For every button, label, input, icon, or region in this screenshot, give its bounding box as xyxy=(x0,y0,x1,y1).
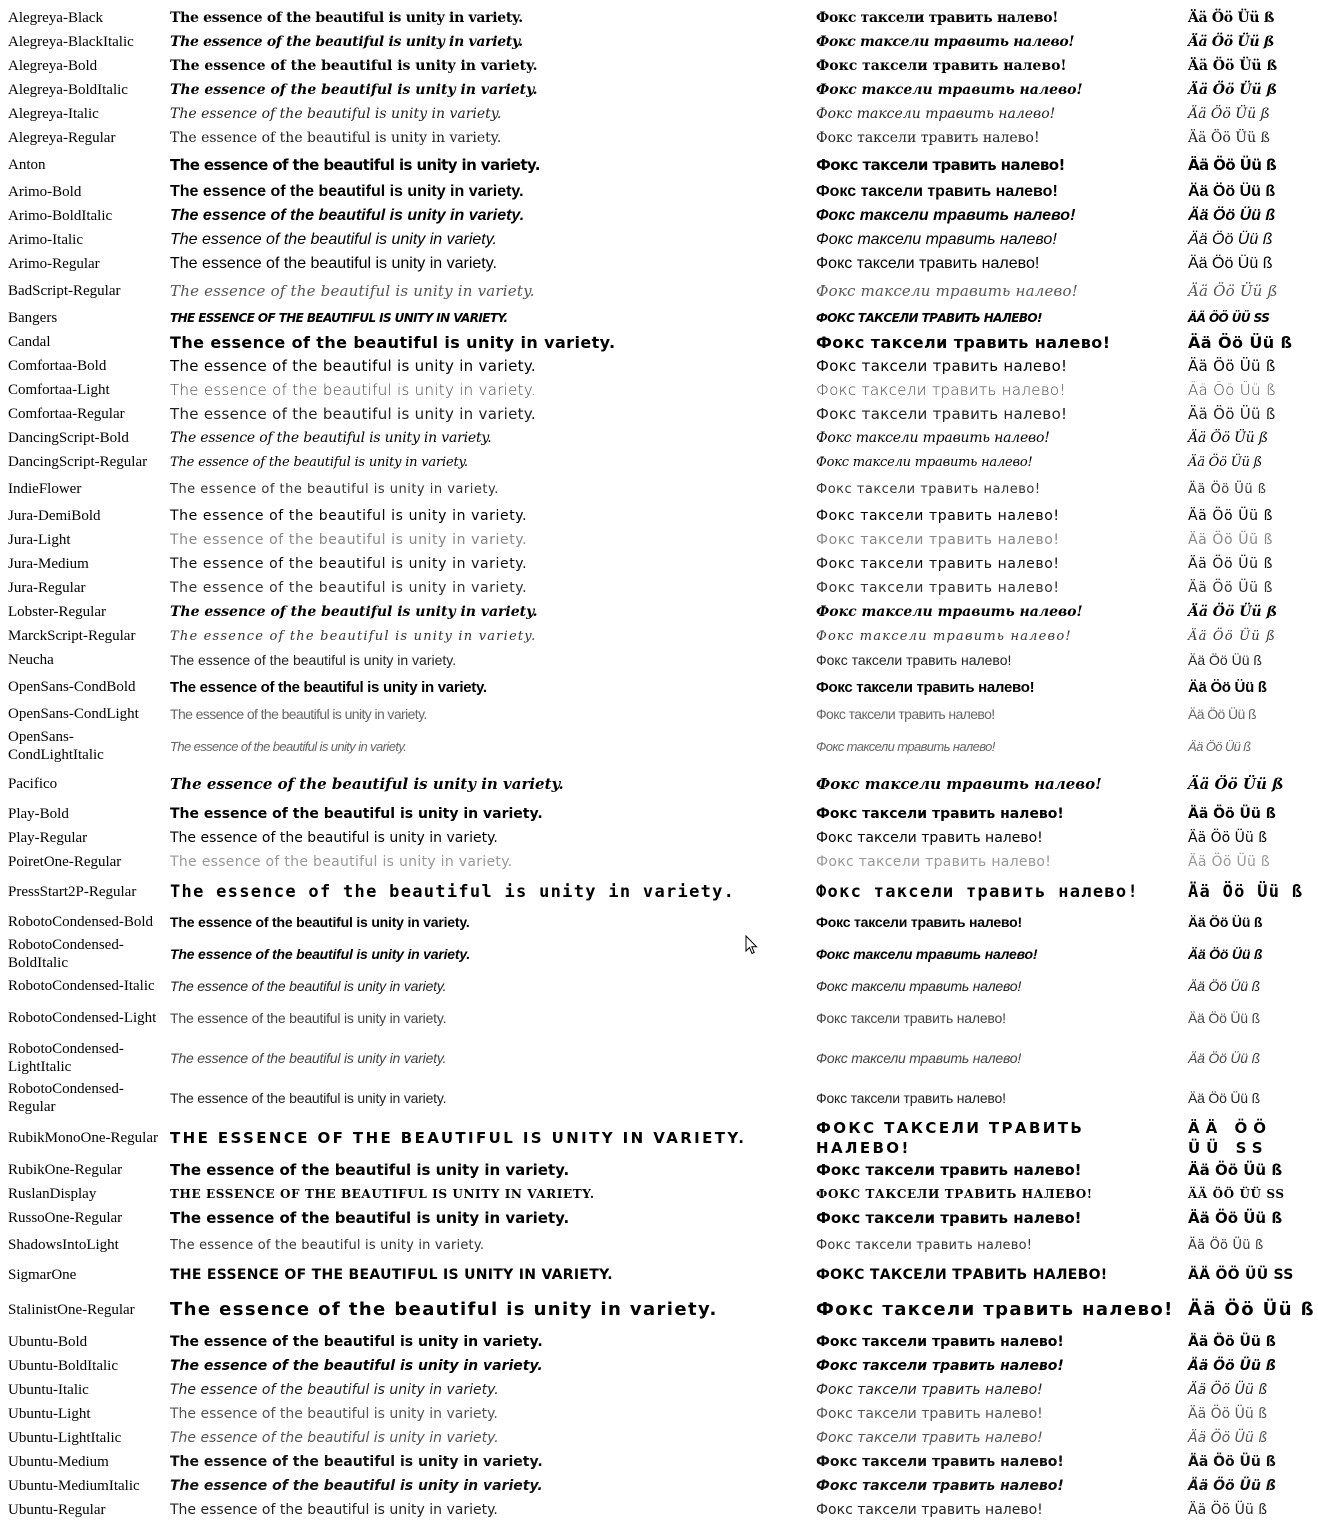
cyrillic-sample: Фокс таксели травить налево! xyxy=(816,231,1057,248)
font-row xyxy=(0,998,1318,1038)
font-name: IndieFlower xyxy=(8,481,82,497)
umlaut-sample: Ää Öö Üü ß xyxy=(1188,946,1263,962)
cyrillic-sample: Фокс таксели травить налево! xyxy=(816,255,1040,272)
font-name: Alegreya-Italic xyxy=(8,106,99,122)
font-row xyxy=(0,204,1318,228)
latin-sample: The essence of the beautiful is unity in variety. xyxy=(170,1010,447,1026)
font-row xyxy=(0,600,1318,624)
cyrillic-sample: Фокс таксели травить налево! xyxy=(816,532,1060,548)
font-row xyxy=(0,276,1318,306)
font-row xyxy=(0,1474,1318,1498)
umlaut-sample: Ää Öö Üü ß xyxy=(1188,106,1270,122)
font-row xyxy=(0,726,1318,766)
cyrillic-sample: Фокс таксели травить налево! xyxy=(816,1209,1082,1227)
font-row xyxy=(0,1450,1318,1474)
cyrillic-sample: Фокс таксели травить налево! xyxy=(816,678,1035,696)
latin-sample: THE ESSENCE OF THE BEAUTIFUL IS UNITY IN VARIETY. xyxy=(170,1267,613,1283)
cyrillic-sample: ФОКС ТАКСЕЛИ ТРАВИТЬ НАЛЕВО! xyxy=(816,1267,1108,1283)
latin-sample: The essence of the beautiful is unity in variety. xyxy=(170,1406,498,1422)
umlaut-sample: Ää Öö Üü ß xyxy=(1188,282,1278,300)
font-row xyxy=(0,528,1318,552)
latin-sample: THE ESSENCE OF THE BEAUTIFUL IS UNITY IN VARIETY. xyxy=(170,311,508,325)
umlaut-sample: Ää Öö Üü ß xyxy=(1188,82,1278,98)
umlaut-sample: Ää Öö Üü ß xyxy=(1188,604,1278,620)
font-row xyxy=(0,402,1318,426)
font-name: Anton xyxy=(8,157,46,173)
cyrillic-sample: Фокс таксели травить налево! xyxy=(816,58,1067,74)
umlaut-sample: Ää Öö Üü ß xyxy=(1188,628,1277,644)
umlaut-sample: Ää Öö Üü ß xyxy=(1188,183,1276,200)
font-name: RubikMonoOne-Regular xyxy=(8,1130,158,1146)
latin-sample: The essence of the beautiful is unity in variety. xyxy=(170,58,538,74)
cyrillic-sample: Фокс таксели травить налево! xyxy=(816,1299,1174,1320)
font-row xyxy=(0,850,1318,874)
font-name: Alegreya-Bold xyxy=(8,58,98,74)
cyrillic-sample: Фокс таксели травить налево! xyxy=(816,10,1059,26)
font-name: Ubuntu-Medium xyxy=(8,1454,109,1470)
font-row xyxy=(0,6,1318,30)
font-name: RobotoCondensed-Light xyxy=(8,1010,157,1026)
cyrillic-sample: Фокс таксели травить налево! xyxy=(816,914,1022,930)
font-name: RobotoCondensed-Bold xyxy=(8,914,153,930)
latin-sample: The essence of the beautiful is unity in variety. xyxy=(170,1237,485,1253)
umlaut-sample: Ää Öö Üü ß xyxy=(1188,1334,1276,1350)
font-name: Comfortaa-Bold xyxy=(8,358,107,374)
font-row xyxy=(0,576,1318,600)
font-row xyxy=(0,1078,1318,1118)
font-name: Ubuntu-LightItalic xyxy=(8,1430,122,1446)
font-row xyxy=(0,330,1318,354)
font-row xyxy=(0,126,1318,150)
cyrillic-sample: Фокс таксели травить налево! xyxy=(816,357,1068,375)
cyrillic-sample: Фокс таксели травить налево! xyxy=(816,454,1033,470)
font-name: Arimo-Bold xyxy=(8,184,82,200)
font-name: Jura-Regular xyxy=(8,580,86,596)
font-name: Comfortaa-Regular xyxy=(8,406,125,422)
latin-sample: The essence of the beautiful is unity in variety. xyxy=(170,183,524,200)
umlaut-sample: Ää Öö Üü ß xyxy=(1188,806,1276,822)
cyrillic-sample: Фокс таксели травить налево! xyxy=(816,775,1102,793)
cyrillic-sample: Фокс таксели травить налево! xyxy=(816,381,1066,399)
font-row xyxy=(0,874,1318,910)
font-row xyxy=(0,1354,1318,1378)
umlaut-sample: Ää Öö Üü ß xyxy=(1188,508,1274,524)
latin-sample: The essence of the beautiful is unity in variety. xyxy=(170,1502,498,1518)
font-name: Alegreya-BoldItalic xyxy=(8,82,128,98)
font-name: Ubuntu-BoldItalic xyxy=(8,1358,118,1374)
latin-sample: The essence of the beautiful is unity in variety. xyxy=(170,678,487,696)
font-row xyxy=(0,426,1318,450)
latin-sample: The essence of the beautiful is unity in variety. xyxy=(170,556,528,572)
cyrillic-sample: Фокс таксели травить налево! xyxy=(816,1406,1043,1422)
umlaut-sample: Ää Öö Üü ß xyxy=(1188,405,1276,423)
cyrillic-sample: Фокс таксели травить налево! xyxy=(816,1358,1064,1374)
latin-sample: The essence of the beautiful is unity in variety. xyxy=(170,806,543,822)
umlaut-sample: Ää Öö Üü ß xyxy=(1188,914,1263,930)
umlaut-sample: Ää Öö Üü ß xyxy=(1188,1299,1315,1320)
font-name: DancingScript-Bold xyxy=(8,430,129,446)
cyrillic-sample: Фокс таксели травить налево! xyxy=(816,430,1050,446)
font-sample-table xyxy=(0,6,1318,1522)
latin-sample: The essence of the beautiful is unity in variety. xyxy=(170,130,502,146)
latin-sample: The essence of the beautiful is unity in variety. xyxy=(170,882,736,902)
cyrillic-sample: Фокс таксели травить налево! xyxy=(816,332,1111,352)
font-name: Play-Bold xyxy=(8,806,69,822)
umlaut-sample: Ää Öö Üü ß xyxy=(1188,1050,1260,1066)
cyrillic-sample: Фокс таксели травить налево! xyxy=(816,1502,1043,1518)
font-name: PoiretOne-Regular xyxy=(8,854,122,870)
umlaut-sample: Ää Öö Üü ß xyxy=(1188,706,1256,722)
latin-sample: The essence of the beautiful is unity in variety. xyxy=(170,231,497,248)
umlaut-sample: Ää Öö Üü ß xyxy=(1188,430,1268,446)
font-name: Lobster-Regular xyxy=(8,604,106,620)
latin-sample: THE ESSENCE OF THE BEAUTIFUL IS UNITY IN VARIETY. xyxy=(170,1187,595,1201)
umlaut-sample: ÄÄ ÖÖ ÜÜ SS xyxy=(1188,1267,1294,1283)
font-row xyxy=(0,78,1318,102)
latin-sample: The essence of the beautiful is unity in variety. xyxy=(170,580,528,596)
cyrillic-sample: Фокс таксели травить налево! xyxy=(816,207,1076,224)
font-row xyxy=(0,474,1318,504)
font-name: RussoOne-Regular xyxy=(8,1210,123,1226)
umlaut-sample: Ää Öö Üü ß xyxy=(1188,1209,1283,1227)
umlaut-sample: ÄÄ ÖÖ ÜÜ SS xyxy=(1188,311,1270,325)
cyrillic-sample: Фокс таксели травить налево! xyxy=(816,1334,1064,1350)
umlaut-sample: Ää Öö Üü ß xyxy=(1188,381,1277,399)
font-name: Bangers xyxy=(8,310,58,326)
umlaut-sample: Ää Öö Üü ß xyxy=(1188,830,1268,846)
font-row xyxy=(0,624,1318,648)
umlaut-sample: Ää Öö Üü ß xyxy=(1188,556,1274,572)
umlaut-sample: Ää Öö Üü ß xyxy=(1188,481,1267,497)
font-row xyxy=(0,30,1318,54)
cyrillic-sample: Фокс таксели травить налево! xyxy=(816,628,1072,644)
latin-sample: The essence of the beautiful is unity in variety. xyxy=(170,652,457,668)
font-name: RubikOne-Regular xyxy=(8,1162,123,1178)
font-row xyxy=(0,1402,1318,1426)
font-name: RobotoCondensed-BoldItalic xyxy=(8,937,124,971)
font-row xyxy=(0,54,1318,78)
font-name: Alegreya-BlackItalic xyxy=(8,34,134,50)
latin-sample: The essence of the beautiful is unity in variety. xyxy=(170,1382,499,1398)
cyrillic-sample: Фокс таксели травить налево! xyxy=(816,481,1041,497)
cyrillic-sample: Фокс таксели травить налево! xyxy=(816,706,995,722)
cyrillic-sample: Фокс таксели травить налево! xyxy=(816,978,1022,994)
font-row xyxy=(0,1290,1318,1330)
umlaut-sample: Ää Öö Üü ß xyxy=(1188,10,1275,26)
umlaut-sample: Ää Öö Üü ß xyxy=(1188,978,1260,994)
umlaut-sample: Ää Öö Üü ß xyxy=(1188,1502,1268,1518)
font-row xyxy=(0,552,1318,576)
font-name: ShadowsIntoLight xyxy=(8,1237,119,1253)
font-row xyxy=(0,1118,1318,1158)
cyrillic-sample: Фокс таксели травить налево! xyxy=(816,854,1052,870)
latin-sample: The essence of the beautiful is unity in variety. xyxy=(170,532,528,548)
font-name: MarckScript-Regular xyxy=(8,628,136,644)
cyrillic-sample: Фокс таксели травить налево! xyxy=(816,183,1058,200)
cyrillic-sample: Фокс таксели травить налево! xyxy=(816,604,1083,620)
latin-sample: The essence of the beautiful is unity in variety. xyxy=(170,332,616,352)
font-row xyxy=(0,1498,1318,1522)
cyrillic-sample: ФОКС ТАКСЕЛИ ТРАВИТЬ НАЛЕВО! xyxy=(816,1187,1093,1201)
umlaut-sample: Ää Öö Üü ß xyxy=(1188,1382,1268,1398)
umlaut-sample: Ää Öö Üü ß xyxy=(1188,678,1267,696)
font-name: Arimo-BoldItalic xyxy=(8,208,113,224)
font-row xyxy=(0,648,1318,672)
umlaut-sample: Ää Öö Üü ß xyxy=(1188,1454,1276,1470)
latin-sample: The essence of the beautiful is unity in variety. xyxy=(170,1454,543,1470)
latin-sample: The essence of the beautiful is unity in variety. xyxy=(170,1090,447,1106)
font-name: RobotoCondensed-LightItalic xyxy=(8,1041,124,1075)
latin-sample: The essence of the beautiful is unity in variety. xyxy=(170,1334,543,1350)
cyrillic-sample: Фокс таксели травить налево! xyxy=(816,556,1060,572)
font-name: Alegreya-Regular xyxy=(8,130,116,146)
font-row xyxy=(0,802,1318,826)
latin-sample: The essence of the beautiful is unity in variety. xyxy=(170,946,471,962)
latin-sample: The essence of the beautiful is unity in variety. xyxy=(170,628,537,644)
font-row xyxy=(0,702,1318,726)
umlaut-sample: Ää Öö Üü ß xyxy=(1188,34,1275,50)
font-row xyxy=(0,354,1318,378)
latin-sample: The essence of the beautiful is unity in variety. xyxy=(170,1161,570,1179)
latin-sample: The essence of the beautiful is unity in variety. xyxy=(170,1430,499,1446)
umlaut-sample: Ää Öö Üü ß xyxy=(1188,357,1276,375)
cyrillic-sample: Фокс таксели травить налево! xyxy=(816,82,1083,98)
mouse-pointer-icon xyxy=(745,935,759,955)
latin-sample: The essence of the beautiful is unity in variety. xyxy=(170,381,536,399)
umlaut-sample: Ää Öö Üü ß xyxy=(1188,882,1304,902)
umlaut-sample: Ää Öö Üü ß xyxy=(1188,1430,1268,1446)
latin-sample: The essence of the beautiful is unity in variety. xyxy=(170,738,407,754)
font-row xyxy=(0,450,1318,474)
latin-sample: The essence of the beautiful is unity in variety. xyxy=(170,405,536,423)
latin-sample: The essence of the beautiful is unity in variety. xyxy=(170,34,523,50)
font-name: OpenSans-CondLight xyxy=(8,706,139,722)
font-row xyxy=(0,1260,1318,1290)
font-row xyxy=(0,766,1318,802)
font-name: Jura-DemiBold xyxy=(8,508,101,524)
font-name: Pacifico xyxy=(8,776,58,792)
cyrillic-sample: Фокс таксели травить налево! xyxy=(816,652,1012,668)
font-name: DancingScript-Regular xyxy=(8,454,148,470)
font-name: RobotoCondensed-Italic xyxy=(8,978,155,994)
umlaut-sample: Ää Öö Üü ß xyxy=(1188,580,1274,596)
font-name: Comfortaa-Light xyxy=(8,382,110,398)
cyrillic-sample: Фокс таксели травить налево! xyxy=(816,580,1060,596)
cyrillic-sample: Фокс таксели травить налево! xyxy=(816,830,1043,846)
umlaut-sample: Ää Öö Üü ß xyxy=(1188,255,1273,272)
cyrillic-sample: Фокс таксели травить налево! xyxy=(816,1050,1022,1066)
cyrillic-sample: Фокс таксели травить налево! xyxy=(816,1090,1006,1106)
cyrillic-sample: Фокс таксели травить налево! xyxy=(816,1237,1033,1253)
font-row xyxy=(0,1182,1318,1206)
cyrillic-sample: Фокс таксели травить налево! xyxy=(816,882,1139,902)
cyrillic-sample: Фокс таксели травить налево! xyxy=(816,130,1040,146)
umlaut-sample: Ää Öö Üü ß xyxy=(1188,1010,1260,1026)
umlaut-sample: Ää Öö Üü ß xyxy=(1188,231,1273,248)
latin-sample: The essence of the beautiful is unity in variety. xyxy=(170,978,447,994)
cyrillic-sample: Фокс таксели травить налево! xyxy=(816,1430,1043,1446)
cyrillic-sample: Фокс таксели травить налево! xyxy=(816,282,1078,300)
umlaut-sample: Ää Öö Üü ß xyxy=(1188,130,1270,146)
umlaut-sample: Ää Öö Üü ß xyxy=(1188,775,1284,793)
cyrillic-sample: Фокс таксели травить налево! xyxy=(816,156,1065,174)
cyrillic-sample: Фокс таксели травить налево! xyxy=(816,1161,1082,1179)
umlaut-sample: Ää Öö Üü ß xyxy=(1188,854,1271,870)
font-row xyxy=(0,910,1318,934)
font-name: Neucha xyxy=(8,652,54,668)
umlaut-sample: Ää Öö Üü ß xyxy=(1188,454,1263,470)
font-row xyxy=(0,1158,1318,1182)
font-name: PressStart2P-Regular xyxy=(8,884,137,900)
font-row xyxy=(0,934,1318,974)
cyrillic-sample: Фокс таксели травить налево! xyxy=(816,1382,1043,1398)
umlaut-sample: Ää Öö Üü ß xyxy=(1188,532,1274,548)
font-name: Ubuntu-Light xyxy=(8,1406,91,1422)
latin-sample: The essence of the beautiful is unity in variety. xyxy=(170,1478,543,1494)
umlaut-sample: Ää Öö Üü ß xyxy=(1188,1358,1276,1374)
font-name: Play-Regular xyxy=(8,830,88,846)
font-row xyxy=(0,1230,1318,1260)
font-name: Ubuntu-Bold xyxy=(8,1334,88,1350)
font-row xyxy=(0,228,1318,252)
font-name: RuslanDisplay xyxy=(8,1186,97,1202)
latin-sample: The essence of the beautiful is unity in variety. xyxy=(170,1358,543,1374)
font-name: Ubuntu-Italic xyxy=(8,1382,89,1398)
font-name: Jura-Light xyxy=(8,532,71,548)
font-row xyxy=(0,1038,1318,1078)
latin-sample: The essence of the beautiful is unity in variety. xyxy=(170,706,427,722)
umlaut-sample: Ää Öö Üü ß xyxy=(1188,738,1251,754)
cyrillic-sample: Фокс таксели травить налево! xyxy=(816,508,1060,524)
font-row xyxy=(0,1378,1318,1402)
cyrillic-sample: Фокс таксели травить налево! xyxy=(816,738,995,754)
latin-sample: The essence of the beautiful is unity in variety. xyxy=(170,1209,570,1227)
font-name: BadScript-Regular xyxy=(8,283,121,299)
latin-sample: The essence of the beautiful is unity in variety. xyxy=(170,775,564,793)
font-row xyxy=(0,252,1318,276)
font-row xyxy=(0,1206,1318,1230)
font-name: Candal xyxy=(8,334,51,350)
cyrillic-sample: ФОКС ТАКСЕЛИ ТРАВИТЬ НАЛЕВО! xyxy=(816,311,1042,325)
cyrillic-sample: Фокс таксели травить налево! xyxy=(816,106,1056,122)
font-name: Ubuntu-MediumItalic xyxy=(8,1478,140,1494)
font-name: Ubuntu-Regular xyxy=(8,1502,106,1518)
latin-sample: The essence of the beautiful is unity in variety. xyxy=(170,82,538,98)
font-name: OpenSans-CondBold xyxy=(8,679,136,695)
latin-sample: The essence of the beautiful is unity in variety. xyxy=(170,156,540,174)
font-sample-rows xyxy=(0,6,1318,1522)
latin-sample: The essence of the beautiful is unity in variety. xyxy=(170,1050,447,1066)
latin-sample: The essence of the beautiful is unity in variety. xyxy=(170,10,523,26)
umlaut-sample: Ää Öö Üü ß xyxy=(1188,58,1278,74)
cyrillic-sample: Фокс таксели травить налево! xyxy=(816,1478,1064,1494)
latin-sample: The essence of the beautiful is unity in variety. xyxy=(170,1299,718,1320)
font-name: Arimo-Italic xyxy=(8,232,83,248)
font-row xyxy=(0,1330,1318,1354)
umlaut-sample: Ää Öö Üü ß xyxy=(1188,652,1262,668)
latin-sample: The essence of the beautiful is unity in variety. xyxy=(170,430,492,446)
font-row xyxy=(0,826,1318,850)
umlaut-sample: Ää Öö Üü ß xyxy=(1188,207,1276,224)
latin-sample: The essence of the beautiful is unity in variety. xyxy=(170,914,470,930)
font-row xyxy=(0,306,1318,330)
cyrillic-sample: Фокс таксели травить налево! xyxy=(816,405,1068,423)
font-name: Arimo-Regular xyxy=(8,256,100,272)
cyrillic-sample: ФОКС ТАКСЕЛИ ТРАВИТЬ НАЛЕВО! xyxy=(816,1119,1085,1157)
cyrillic-sample: Фокс таксели травить налево! xyxy=(816,946,1038,962)
umlaut-sample: Ää Öö Üü ß xyxy=(1188,1090,1260,1106)
font-row xyxy=(0,974,1318,998)
font-row xyxy=(0,672,1318,702)
font-row xyxy=(0,102,1318,126)
font-row xyxy=(0,150,1318,180)
umlaut-sample: Ää Öö Üü ß xyxy=(1188,1237,1264,1253)
cyrillic-sample: Фокс таксели травить налево! xyxy=(816,1454,1064,1470)
latin-sample: The essence of the beautiful is unity in variety. xyxy=(170,454,468,470)
umlaut-sample: ÄÄ ÖÖ ÜÜ SS xyxy=(1188,1187,1285,1201)
latin-sample: The essence of the beautiful is unity in variety. xyxy=(170,830,498,846)
latin-sample: The essence of the beautiful is unity in variety. xyxy=(170,854,513,870)
font-name: OpenSans-CondLightItalic xyxy=(8,729,104,763)
umlaut-sample: Ää Öö Üü ß xyxy=(1188,156,1277,174)
latin-sample: The essence of the beautiful is unity in variety. xyxy=(170,282,535,300)
font-row xyxy=(0,1426,1318,1450)
font-name: RobotoCondensed-Regular xyxy=(8,1081,124,1115)
umlaut-sample: ÄÄ ÖÖ ÜÜ SS xyxy=(1188,1119,1272,1157)
cyrillic-sample: Фокс таксели травить налево! xyxy=(816,1010,1006,1026)
font-name: StalinistOne-Regular xyxy=(8,1302,135,1318)
latin-sample: The essence of the beautiful is unity in variety. xyxy=(170,508,528,524)
umlaut-sample: Ää Öö Üü ß xyxy=(1188,1406,1268,1422)
font-row xyxy=(0,378,1318,402)
font-name: Alegreya-Black xyxy=(8,10,103,26)
latin-sample: The essence of the beautiful is unity in variety. xyxy=(170,481,499,497)
latin-sample: THE ESSENCE OF THE BEAUTIFUL IS UNITY IN VARIETY. xyxy=(170,1129,747,1147)
font-row xyxy=(0,180,1318,204)
latin-sample: The essence of the beautiful is unity in variety. xyxy=(170,207,525,224)
latin-sample: The essence of the beautiful is unity in variety. xyxy=(170,604,538,620)
cyrillic-sample: Фокс таксели травить налево! xyxy=(816,34,1075,50)
font-name: SigmarOne xyxy=(8,1267,77,1283)
umlaut-sample: Ää Öö Üü ß xyxy=(1188,1478,1276,1494)
umlaut-sample: Ää Öö Üü ß xyxy=(1188,1161,1283,1179)
font-row xyxy=(0,504,1318,528)
umlaut-sample: Ää Öö Üü ß xyxy=(1188,332,1293,352)
latin-sample: The essence of the beautiful is unity in variety. xyxy=(170,255,497,272)
latin-sample: The essence of the beautiful is unity in variety. xyxy=(170,106,502,122)
font-name: Jura-Medium xyxy=(8,556,89,572)
cyrillic-sample: Фокс таксели травить налево! xyxy=(816,806,1064,822)
latin-sample: The essence of the beautiful is unity in variety. xyxy=(170,357,536,375)
